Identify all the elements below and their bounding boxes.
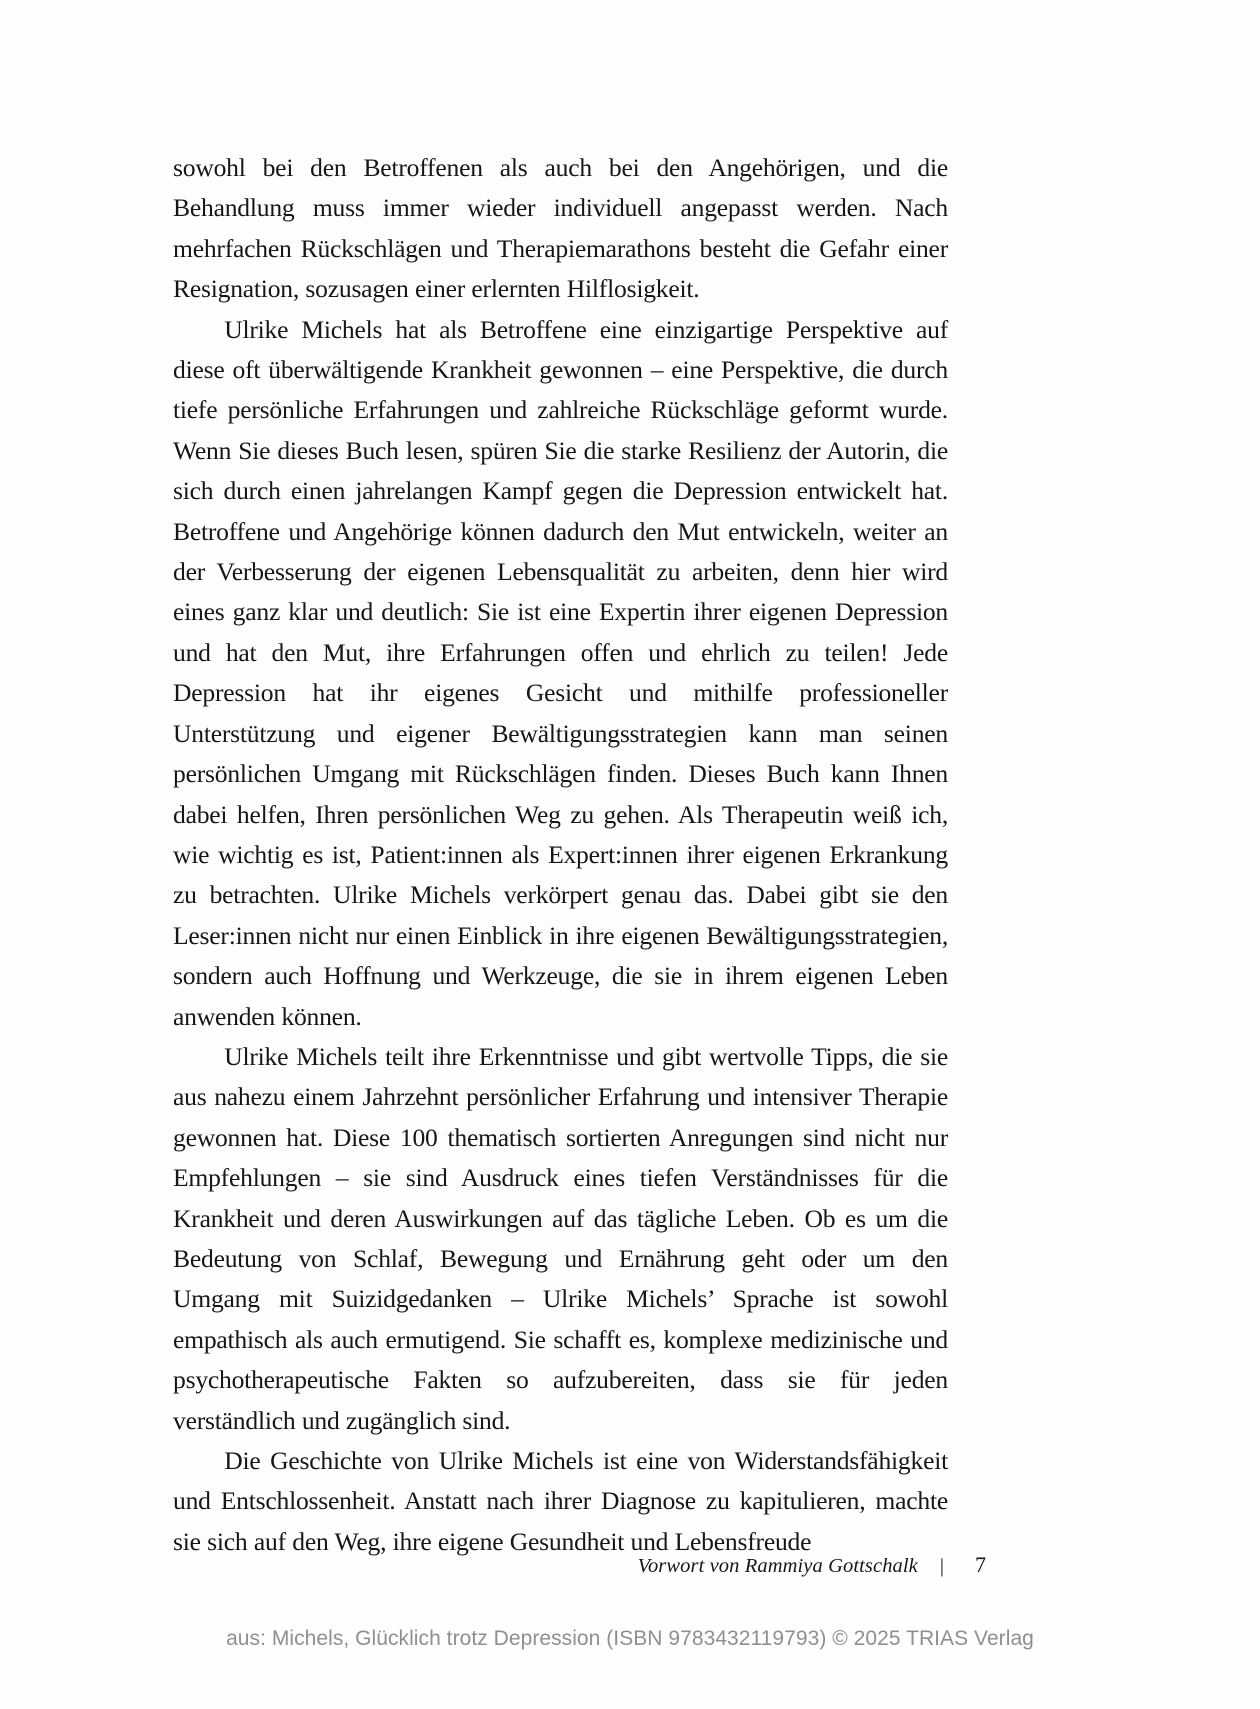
provenance-notice: aus: Michels, Glücklich trotz Depression (ISBN 9783432119793) © 2025 TRIAS Verlag	[226, 1627, 1034, 1650]
paragraph-2: Ulrike Michels hat als Betroffene eine einzigartige Perspektive auf diese oft überwältigende Krankheit gewonnen – eine Perspektive, die durch tiefe persönliche Erfahrungen und zahlreiche Rückschläge geformt wurde. Wenn Sie dieses Buch lesen, spüren Sie die starke Resilienz der Autorin, die sich durch einen jahrelangen Kampf gegen die Depression entwickelt hat. Betroffene und Angehörige können dadurch den Mut entwickeln, weiter an der Verbesserung der eigenen Lebensqualität zu arbeiten, denn hier wird eines ganz klar und deutlich: Sie ist eine Expertin ihrer eigenen Depression und hat den Mut, ihre Erfahrungen offen und ehrlich zu teilen! Jede Depression hat ihr eigenes Gesicht und mithilfe professioneller Unterstützung und eigener Bewältigungsstrategien kann man seinen persönlichen Umgang mit Rückschlägen finden. Dieses Buch kann Ihnen dabei helfen, Ihren persönlichen Weg zu gehen. Als Therapeutin weiß ich, wie wichtig es ist, Patient:innen als Expert:innen ihrer eigenen Erkrankung zu betrachten. Ulrike Michels verkörpert genau das. Dabei gibt sie den Leser:innen nicht nur einen Einblick in ihre eigenen Bewältigungsstrategien, sondern auch Hoffnung und Werkzeuge, die sie in ihrem eigenen Leben anwenden können.	[173, 314, 948, 1031]
page-footer	[173, 1552, 986, 1578]
paragraph-4: Die Geschichte von Ulrike Michels ist eine von Widerstandsfähigkeit und Entschlossenheit. Anstatt nach ihrer Diagnose zu kapitulieren, machte sie sich auf den Weg, ihre eigene Gesundheit und Lebensfreude	[173, 1446, 948, 1556]
footer-separator: |	[939, 1555, 944, 1577]
body-text-column	[173, 148, 948, 1562]
page-number: 7	[975, 1552, 986, 1577]
running-head: Vorwort von Rammiya Gottschalk	[637, 1555, 918, 1577]
paragraph-1: sowohl bei den Betroffenen als auch bei den Angehörigen, und die Behandlung muss immer wieder individuell angepasst werden. Nach mehrfachen Rückschlägen und Therapiemarathons besteht die Gefahr einer Resignation, sozusagen einer erlernten Hilflosigkeit.	[173, 153, 948, 304]
paragraph-3: Ulrike Michels teilt ihre Erkenntnisse und gibt wertvolle Tipps, die sie aus nahezu einem Jahrzehnt persönlicher Erfahrung und intensiver Therapie gewonnen hat. Diese 100 thematisch sortierten Anregungen sind nicht nur Empfehlungen – sie sind Ausdruck eines tiefen Verständnisses für die Krankheit und deren Auswirkungen auf das tägliche Leben. Ob es um die Bedeutung von Schlaf, Bewegung und Ernährung geht oder um den Umgang mit Suizidgedanken – Ulrike Michels’ Sprache ist sowohl empathisch als auch ermutigend. Sie schafft es, komplexe medizinische und psychotherapeutische Fakten so aufzubereiten, dass sie für jeden verständlich und zugänglich sind.	[173, 1041, 948, 1435]
